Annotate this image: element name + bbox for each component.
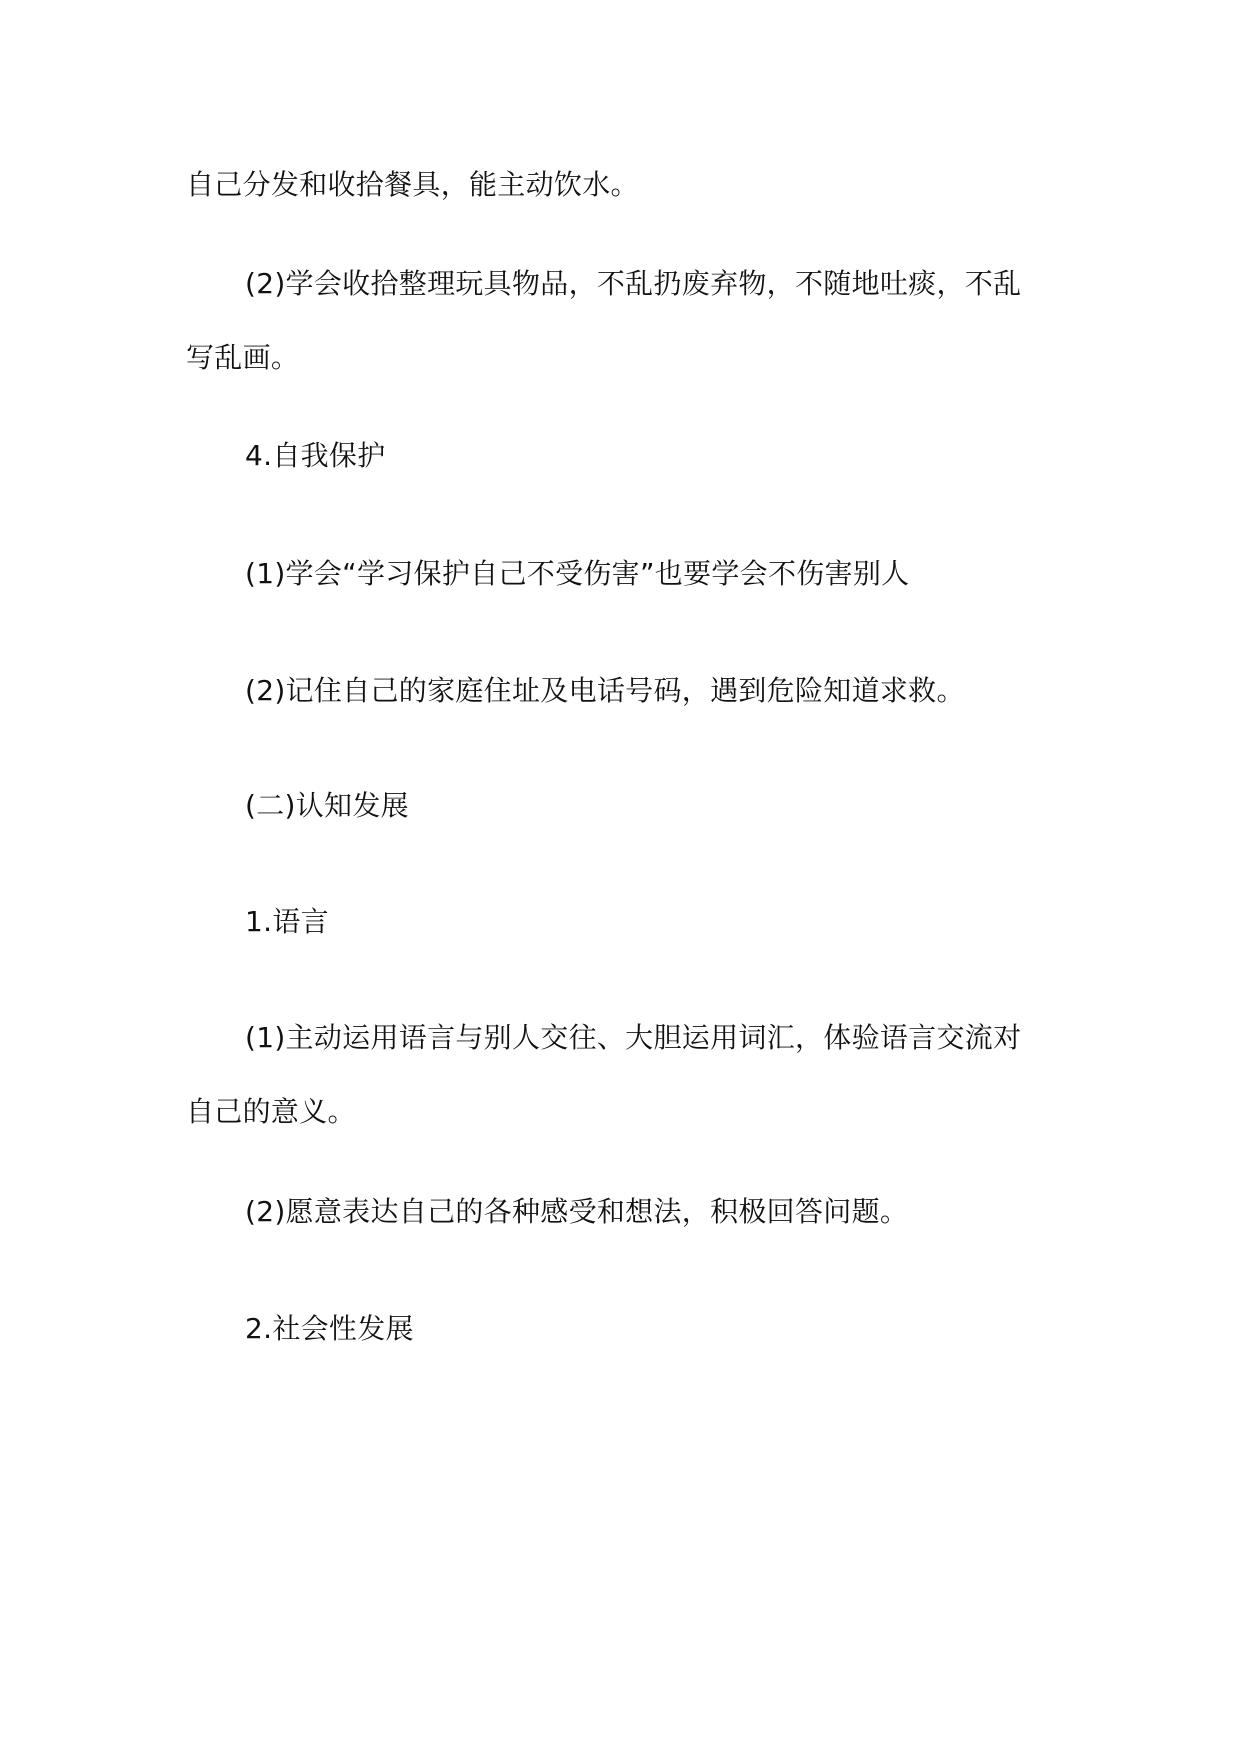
section-heading: 1.语言 [245,905,329,938]
paragraph-line: (2)记住自己的家庭住址及电话号码，遇到危险知道求救。 [245,674,965,707]
paragraph-line: (2)愿意表达自己的各种感受和想法，积极回答问题。 [245,1195,909,1228]
paragraph-line: (2)学会收拾整理玩具物品，不乱扔废弃物，不随地吐痰，不乱 [245,267,1022,300]
paragraph-line: (1)主动运用语言与别人交往、大胆运用词汇，体验语言交流对 [245,1021,1022,1054]
section-heading: 2.社会性发展 [245,1312,414,1345]
section-heading: 4.自我保护 [245,439,386,472]
section-heading: (二)认知发展 [245,789,409,822]
paragraph-line: 自己的意义。 [186,1095,356,1128]
paragraph-line: (1)学会“学习保护自己不受伤害”也要学会不伤害别人 [245,557,910,590]
paragraph-line: 写乱画。 [186,341,300,374]
paragraph-line: 自己分发和收拾餐具，能主动饮水。 [186,168,639,201]
